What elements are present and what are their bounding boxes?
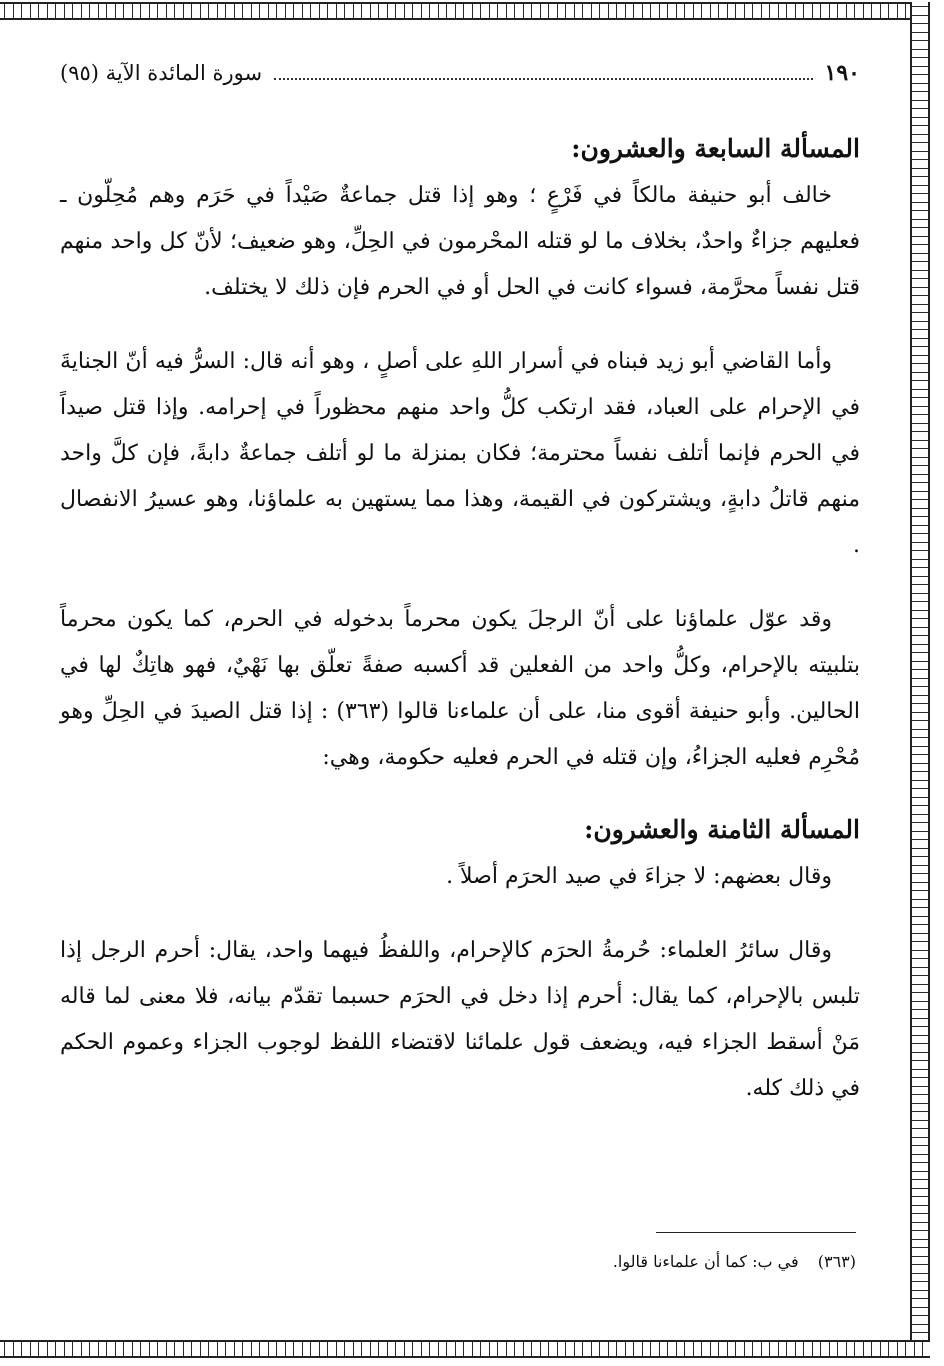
footnote-text: في ب: كما أن علماءنا قالوا. <box>612 1252 799 1271</box>
paragraph: وقال سائرُ العلماء: حُرمةُ الحرَم كالإحرام، واللفظُ فيهما واحد، يقال: أحرم الرجل إذا تلبس بالإحرام، كما يقال: أحرم إذا دخل في الحرَم حسبما تقدّم بيانه، فلا معنى لما قاله مَنْ أسقط الجزاء فيه، ويضعف قول علمائنا لاقتضاء اللفظ لوجوب الجزاء وعموم الحكم في ذلك كله. <box>60 938 860 1101</box>
running-header <box>60 60 860 100</box>
section-heading: المسألة الثامنة والعشرون: <box>584 815 860 844</box>
footnote-divider <box>656 1232 856 1233</box>
paragraph: خالف أبو حنيفة مالكاً في فَرْعٍ ؛ وهو إذا قتل جماعةٌ صَيْداً في حَرَم وهم مُحِلّون ـ فعليهم جزاءٌ واحدٌ، بخلاف ما لو قتله المحْرمون في الحِلِّ، وهو ضعيف؛ لأنّ كل واحد منهم قتل نفساً محرَّمة، فسواء كانت في الحل أو في الحرم فإن ذلك لا يختلف. <box>60 183 860 300</box>
page-content <box>60 60 860 1140</box>
decorative-border-right <box>910 2 930 1358</box>
decorative-border-top <box>0 2 930 20</box>
paragraph: وأما القاضي أبو زيد فبناه في أسرار اللهِ على أصلٍ ، وهو أنه قال: السرُّ فيه أنّ الجنايةَ في الإحرام على العباد، فقد ارتكب كلُّ واحد منهم محظوراً في إحرامه. وإذا قتل صيداً في الحرم فإنما أتلف نفساً محترمة؛ فكان بمنزلة ما لو أتلف جماعةٌ دابةً، فإن كلَّ واحد منهم قاتلُ دابةٍ، ويشتركون في القيمة، وهذا مما يستهين به علماؤنا، وهو عسيرُ الانفصال . <box>60 349 860 558</box>
paragraph: وقال بعضهم: لا جزاءَ في صيد الحرَم أصلاً . <box>446 864 832 889</box>
section-heading: المسألة السابعة والعشرون: <box>571 134 860 163</box>
footnote-number: (٣٦٣) <box>817 1252 856 1271</box>
chapter-title: سورة المائدة الآية (٩٥) <box>60 61 263 85</box>
page-number: ١٩٠ <box>824 60 860 86</box>
footnote <box>400 1252 856 1271</box>
decorative-border-bottom <box>0 1340 930 1358</box>
header-leader-dots <box>274 64 812 80</box>
paragraph: وقد عوّل علماؤنا على أنّ الرجلَ يكون محرماً بدخوله في الحرم، كما يكون محرماً بتلبيته بالإحرام، وكلُّ واحد من الفعلين قد أكسبه صفةً تعلّق بها نَهْيٌ، فهو هاتِكٌ لها في الحالين. وأبو حنيفة أقوى منا، على أن علماءنا قالوا (٣٦٣) : إذا قتل الصيدَ في الحِلِّ وهو مُحْرِم فعليه الجزاءُ، وإن قتله في الحرم فعليه حكومة، وهي: <box>60 607 860 770</box>
